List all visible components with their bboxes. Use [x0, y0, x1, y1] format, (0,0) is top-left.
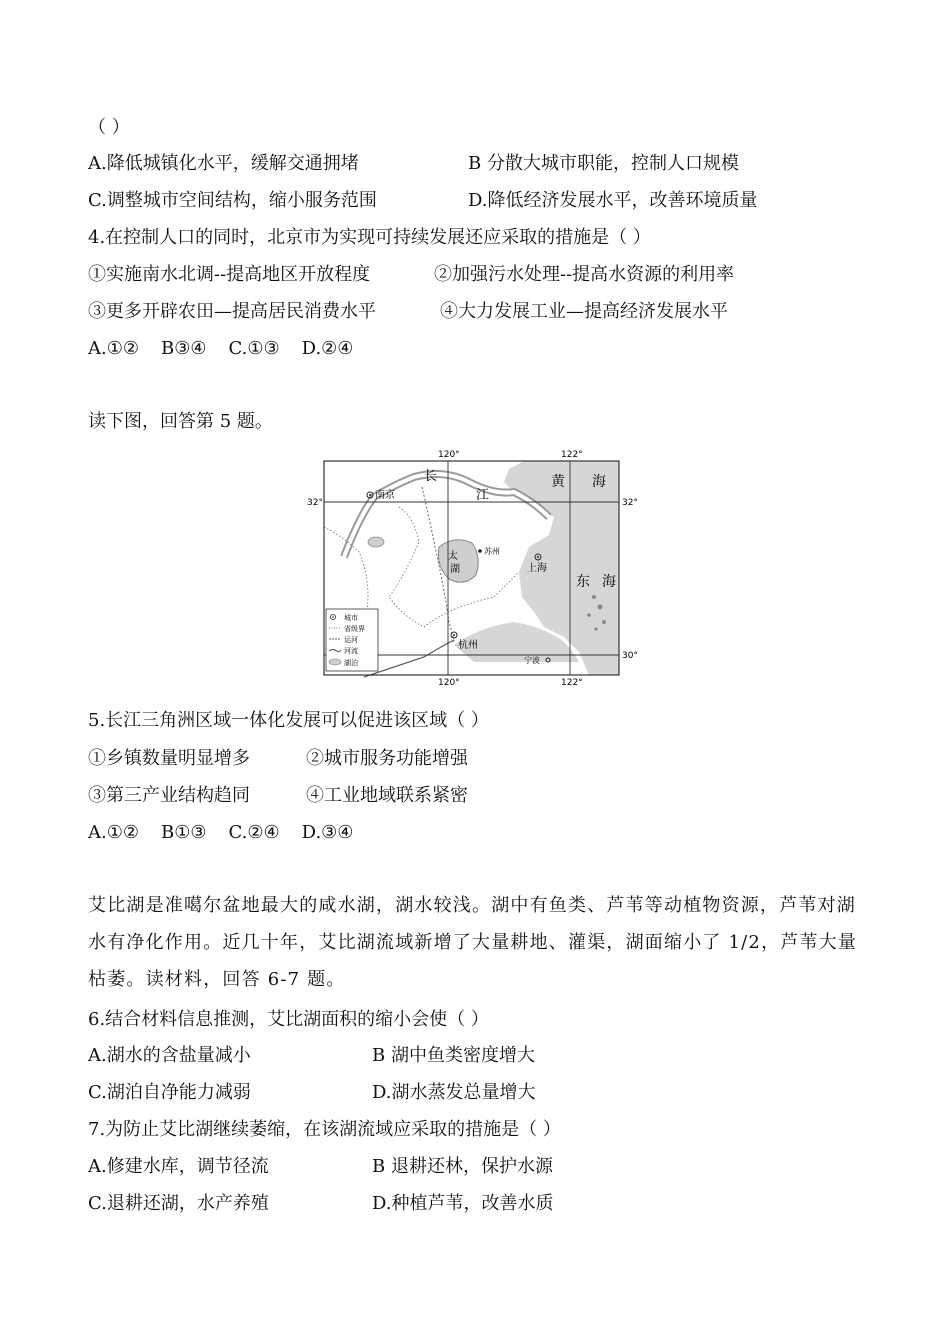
q4-item-3: ③更多开辟农田—提高居民消费水平	[88, 301, 376, 322]
place-suzhou: 苏州	[484, 547, 500, 556]
q7-option-b: B 退耕还林，保护水源	[372, 1156, 553, 1177]
q5-choice-c: C.②④	[228, 822, 280, 843]
q7-option-a: A.修建水库，调节径流	[88, 1156, 269, 1177]
q7-stem: 7.为防止艾比湖继续萎缩，在该湖流域应采取的措施是（ ）	[88, 1119, 561, 1140]
q5-stem: 5.长江三角洲区域一体化发展可以促进该区域（ ）	[88, 710, 489, 731]
q3-option-a: A.降低城镇化水平，缓解交通拥堵	[88, 153, 359, 174]
q4-item-1: ①实施南水北调--提高地区开放程度	[88, 264, 371, 285]
label-yangtze-1: 长	[424, 469, 438, 484]
q5-choice-d: D.③④	[301, 822, 354, 843]
lat-label-30-right: 30°	[622, 651, 638, 661]
q5-item-4: ④工业地域联系紧密	[306, 785, 468, 806]
q6-option-c: C.湖泊自净能力减弱	[88, 1082, 251, 1103]
label-east-sea-1: 东	[576, 574, 590, 590]
label-taihu-1: 太	[448, 551, 458, 562]
q4-choice-c: C.①③	[228, 338, 280, 359]
lon-label-120-top: 120°	[438, 450, 460, 460]
q4-stem: 4.在控制人口的同时，北京市为实现可持续发展还应采取的措施是（ ）	[88, 227, 651, 248]
q5-choices	[88, 821, 375, 845]
q4-choice-b: B③④	[161, 338, 207, 359]
lon-label-120-bottom: 120°	[438, 678, 460, 687]
label-yangtze-2: 江	[476, 488, 490, 503]
passage-aibi-lake: 艾比湖是准噶尔盆地最大的咸水湖，湖水较浅。湖中有鱼类、芦苇等动植物资源，芦苇对湖水有净化作用。近几十年，艾比湖流域新增了大量耕地、灌渠，湖面缩小了 1/2，芦苇大量枯萎。读材料，回答 6-7 题。	[88, 895, 858, 990]
lat-label-32-left: 32°	[307, 498, 323, 508]
legend-lake: 湖泊	[344, 659, 358, 667]
place-nanjing: 南京	[375, 490, 395, 501]
legend-river: 河流	[344, 647, 358, 655]
q3-option-d: D.降低经济发展水平，改善环境质量	[468, 190, 758, 211]
q6-option-a: A.湖水的含盐量减小	[88, 1045, 251, 1066]
q7-option-c: C.退耕还湖，水产养殖	[88, 1193, 269, 1214]
q3-blank: （ ）	[88, 117, 130, 138]
legend-border: 省级界	[344, 625, 365, 633]
q3-option-c: C.调整城市空间结构，缩小服务范围	[88, 190, 377, 211]
place-ningbo: 宁波	[524, 656, 540, 665]
q5-choice-a: A.①②	[88, 822, 139, 843]
label-east-sea-2: 海	[602, 574, 616, 590]
q6-stem: 6.结合材料信息推测，艾比湖面积的缩小会使（ ）	[88, 1009, 489, 1030]
legend-city: 城市	[344, 614, 358, 622]
q5-item-3: ③第三产业结构趋同	[88, 785, 250, 806]
label-yellow-sea-1: 黄	[551, 474, 565, 490]
legend-canal: 运河	[344, 636, 358, 644]
q6-option-b: B 湖中鱼类密度增大	[372, 1045, 535, 1066]
q3-option-b: B 分散大城市职能，控制人口规模	[468, 153, 739, 174]
lat-label-32-right: 32°	[622, 498, 638, 508]
q4-item-4: ④大力发展工业—提高经济发展水平	[440, 301, 728, 322]
q4-choices	[88, 337, 375, 361]
q5-instruction: 读下图，回答第 5 题。	[88, 411, 273, 432]
q4-choice-a: A.①②	[88, 338, 139, 359]
q5-item-1: ①乡镇数量明显增多	[88, 748, 250, 769]
lon-label-122-bottom: 122°	[561, 678, 583, 687]
q7-option-d: D.种植芦苇，改善水质	[372, 1193, 554, 1214]
label-yellow-sea-2: 海	[592, 474, 606, 490]
q5-choice-b: B①③	[161, 822, 207, 843]
label-taihu-2: 湖	[450, 564, 460, 575]
q4-choice-d: D.②④	[301, 338, 354, 359]
lon-label-122-top: 122°	[561, 450, 583, 460]
place-shanghai: 上海	[527, 563, 547, 574]
q5-item-2: ②城市服务功能增强	[306, 748, 468, 769]
place-hangzhou: 杭州	[458, 640, 478, 651]
q6-option-d: D.湖水蒸发总量增大	[372, 1082, 536, 1103]
q4-item-2: ②加强污水处理--提高水资源的利用率	[434, 264, 735, 285]
yangtze-delta-map	[304, 447, 649, 687]
